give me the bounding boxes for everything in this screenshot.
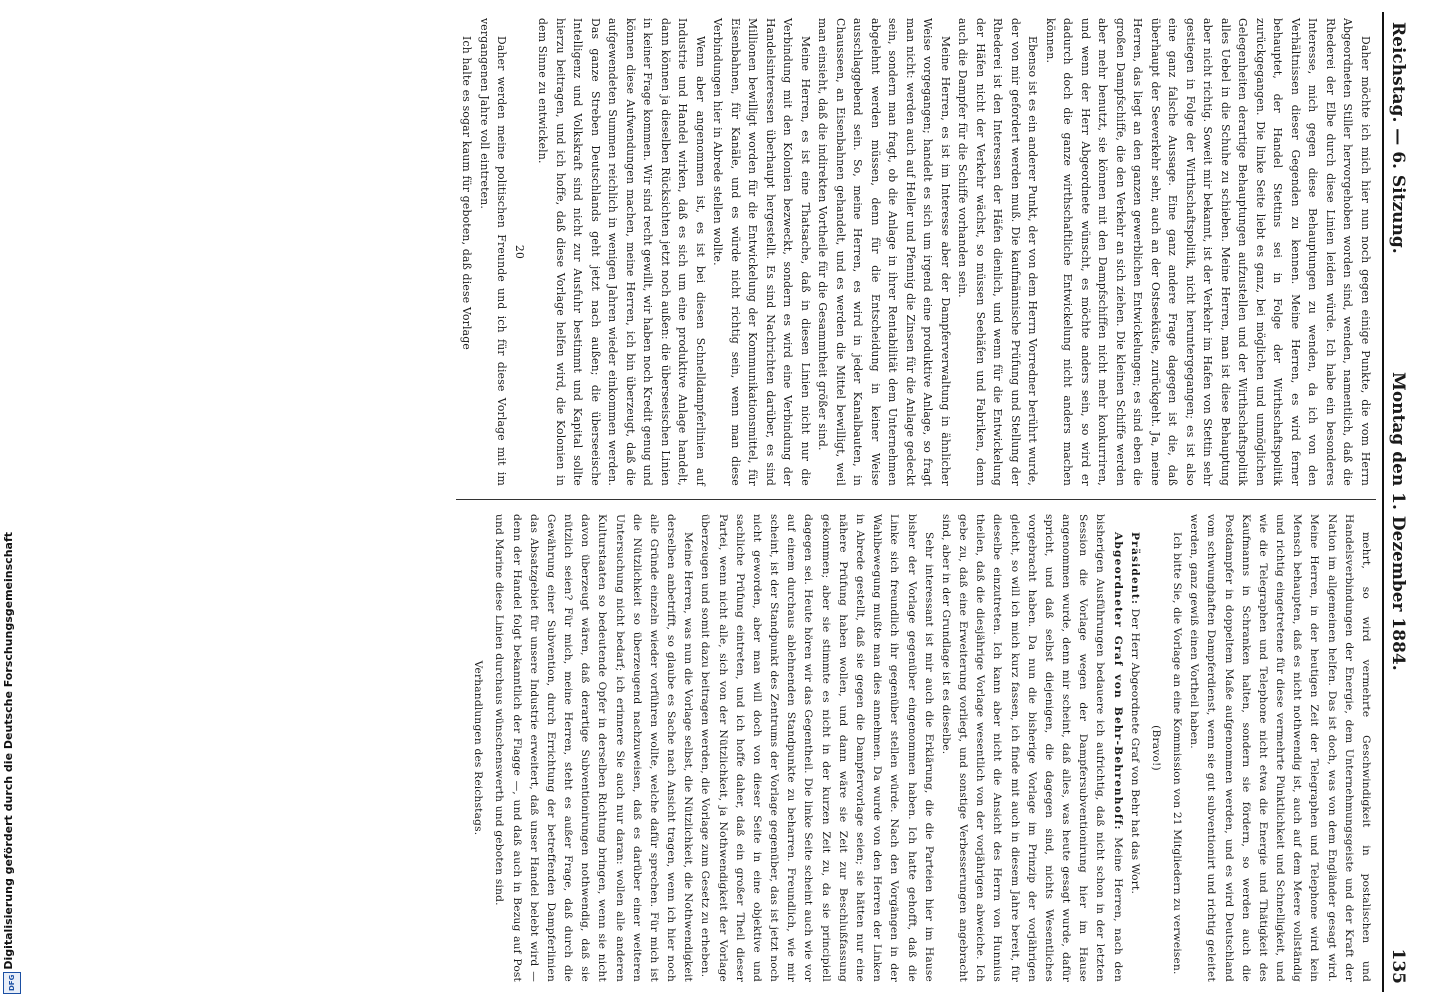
right-column: [465, 514, 1374, 982]
dfg-logo-icon: DFG: [3, 972, 21, 994]
header-date: Montag den 1. Dezember 1884.: [1388, 372, 1408, 671]
president-paragraph: [1126, 514, 1143, 982]
signature-marker: 20: [513, 244, 526, 260]
paragraph: mehrt, so wird vermehrte Geschwindigkeit in postalischen und Handelsverbindungen der Energie, dem Unternehmungsgeiste und der Kraft der Nation im allgemeinen helfen. Das ist doch, was von dem Engländer gesagt wird. Meine Herren, in der heutigen Zeit der Telegraphen und Telephone wird kein Mensch behaupten, daß es nicht nothwendig ist, auch auf dem Meere vollständig und richtig eingetretene für diese vermehrte Pünktlichkeit und Schnelligkeit, und wie die Telegraphen und Telephone nicht etwa die Energie und Thätigkeit des Kaufmanns in Schranken halten, sondern sie fördern, so werden auch die Postdampfer in doppeltem Maße aufgenommen werden, und es wird Deutschland vom schwunghaften Dampferdienst, wenn sie gut subventionirt und richtig geleitet werden, ganz gewiß einen Vortheil haben.: [1188, 514, 1372, 982]
speaker-label: Abgeordneter Graf von Behr-Behrenhoff:: [1111, 532, 1124, 831]
paragraph: Daher werden meine politischen Freunde und ich für diese Vorlage mit im vergangenen Jahre voll eintreten.: [478, 18, 509, 486]
paragraph: Ebenso ist es ein anderer Punkt, der von dem Herrn Vorredner berührt wurde, der von mir gefordert werden muß. Die kaufmännische Prüfung und Stellung der Rhederei ist den Interessen der Häfen dienlich, und wenn für die Entwickelung der Häfen nicht der Verkehr wächst, so müssen Seehäfen und Fabriken, denn auch die Dampfer für die Schiffe vorhanden sein.: [956, 18, 1040, 486]
speaker-text: Meine Herren, nach den bisherigen Ausführungen bedauere ich aufrichtig, daß nicht schon in der letzten Session die Vorlage wegen der Dampfersubventionirung hier im Hause angenommen wurde, denn mir scheint, daß alles, was heute gesagt wurde, dafür spricht, und daß selbst diejenigen, die dagegen sind, nichts Wesentliches vorgebracht haben. Da nun die bisherige Vorlage im Prinzip der vorjährigen gleicht, so will ich mich kurz fassen, ich finde mit auch in diesem Jahre bereit, für dieselbe einzutreten. Ich kann aber nicht die Ansicht des Herrn von Hunnius theilen, daß die diesjährige Vorlage wesentlich von der vorjährigen abweiche. Ich gebe zu, daß eine Erweiterung vorliegt, und sonstige Verbesserungen angebracht sind, aber in der Grundlage ist es dieselbe.: [939, 514, 1124, 982]
paragraph: Meine Herren, es ist im Interesse aber der Dampferverwaltung in ähnlicher Weise vorgegangen; handelt es sich um irgend eine produktive Anlage, so fragt man nicht: werden auch auf Heller und Pfennig die Zinsen für die Anlage gedeckt sein, sondern man fragt, ob die Anlage in ihrer Rentabilität dem Unternehmen abgelehnt werden müssen, denn für die Entscheidung in keiner Weise ausschlaggebend sein. So, meine Herren, es wird in jeder Kanalbauten, in Chausseen, an Eisenbahnen gehandelt, und es werden die Mittel bewilligt, weil man einsieht, daß die indirekten Vortheile für die Gesammtheit größer sind.: [816, 18, 952, 486]
president-label: Präsident:: [1128, 532, 1141, 606]
page-header: [1382, 12, 1412, 992]
paragraph: Meine Herren, es ist eine Thatsache, daß in diesen Linien nicht nur die Verbindung mit den Kolonien bezweckt, sondern es wird eine Verbindung der Handelsinteressen überhaupt hergestellt. Es sind Nachrichten darüber, es sind Millionen bewilligt worden für die Entwickelung der Kommunikationsmittel, für Eisenbahnen, für Kanäle, und es würde nicht richtig sein, wenn man diese Verbindungen hier in Abrede stellen wollte.: [711, 18, 812, 486]
speaker-paragraph: [937, 514, 1126, 982]
left-column: [458, 18, 1374, 486]
paragraph: Daher möchte ich mich hier nun noch gegen einige Punkte, die vom Herrn Abgeordneten Stiller hervorgehoben worden sind, wenden, namentlich, daß die Rhederei der Elbe durch diese Linien leiden würde. Ich habe ein besonderes Interesse, mich gegen diese Behauptungen zu wenden, da ich von den Verhältnissen dieser Gegenden zu kennen. Meine Herren, es wird ferner behauptet, der Handel Stettins sei in Folge der Wirthschaftspolitik zurückgegangen. Die linke Seite liebt es ganz, bei möglichen und unmöglichen Gelegenheiten derartige Behauptungen aufzustellen und der Wirthschaftspolitik alles Uebel in die Schuhe zu schieben. Meine Herren, man ist diese Behauptung aber nicht richtig. Soweit mir bekannt, ist der Verkehr im Hafen von Stettin sehr gestiegen in Folge der Wirthschaftspolitik, nicht heruntergegangen; es ist also eine ganz falsche Aussage. Eine ganz andere Frage dagegen ist die, daß überhaupt der Seeverkehr sehr, auch an der Ostseeküste, zurückgeht. Ja, meine Herren, das liegt an den ganzen gewerblichen Entwickelungen; es sind eben die großen Dampfschiffe, die den Verkehr an sich ziehen. Die kleinen Schiffe werden aber mehr benutzt, sie können mit den Dampfschiffen nicht mehr konkurriren, und wenn der Herr Abgeordnete wünscht, es möchte anders sein, so wird er dadurch doch die ganze wirthschaftliche Entwickelung nicht anders machen können.: [1044, 18, 1372, 486]
header-page-number: 135: [1388, 948, 1408, 984]
paragraph: Meine Herren, was nun die Vorlage selbst, die Nützlichkeit, die Nothwendigkeit derselben anbetrifft, so glaube es Sache nach Ansicht tragen, wenn ich hier noch alle Gründe einzeln wieder vorführen wollte, welche dafür sprechen. Für mich ist die Nützlichkeit so überzeugend nachzuweisen, daß es darüber einer weiteren Untersuchung nicht bedarf; ich erinnere Sie auch nur daran: wollen alle anderen Kulturstaaten so bedeutende Opfer in derselben Richtung bringen, wenn sie nicht davon überzeugt wären, daß derartige Subventionirungen nothwendig, daß sie nützlich seien? Für mich, meine Herren, steht es außer Frage, daß durch die Gewährung einer Subvention, durch Errichtung der betreffenden Dampferlinien das Absatzgebiet für unsere Industrie erweitert, daß unser Handel belebt wird — denn der Handel folgt bekanntlich der Flagge —, und daß auch in Bezug auf Post und Marine diese Linien durchaus wünschenswerth und geboten sind.: [493, 514, 695, 982]
digitization-sidebar: [0, 0, 22, 1000]
rotated-document-page: [112, 12, 1412, 992]
paragraph: Ich bitte Sie, die Vorlage an eine Kommission von 21 Mitgliedern zu verweisen.: [1171, 532, 1184, 975]
digitization-credit: Digitalisierung gefördert durch die Deutsche Forschungsgemeinschaft: [2, 532, 15, 970]
applause-note: (Bravo!): [1149, 725, 1162, 771]
paragraph: Wenn aber angenommen ist, es ist bei diesen Schnelldampferlinien auf Industrie und Handel wirken, daß es sich um eine produktive Anlage handelt, dann können ja dieselben Rücksichten jetzt noch außen: die überseeischen Linien in keiner Frage kommen. Wir sind recht gewillt, wir haben noch Kredit genug und können diese Aufwendungen machen, meine Herren, ich bin überzeugt, daß die aufgewendeten Summen reichlich in wenigen Jahren wieder einkommen werden. Das ganze Streben Deutschlands geht jetzt nach außen; die überseeische Intelligenz und Volkskraft sind nicht zur Ausfuhr bestimmt und Kapital sollte hierzu beitragen, und ich hoffe, daß diese Vorlage helfen wird, die Kolonien in dem Sinne zu entwickeln.: [536, 18, 707, 486]
column-divider: [456, 499, 1376, 500]
header-session: Reichstag. — 6. Sitzung.: [1388, 22, 1408, 254]
paragraph: Ich halte es sogar kaum für geboten, daß diese Vorlage: [460, 36, 474, 351]
paragraph: Sehr interessant ist mir auch die Erklärung, die die Parteien hier im Hause bisher der Vorlage gegenüber eingenommen haben. Ich hatte gehofft, daß die Linke sich freundlich ihr gegenüber stellen würde. Nach den Vorgängen in der Wahlbewegung mußte man dies annehmen. Da wurde von den Herren der Linken in Abrede gestellt, daß sie gegen die Dampfervorlage seien; sie hätten nur eine nähere Prüfung haben wollen, und dann wäre sie Zeit zur Beschlußfassung gekommen; aber sie stimmte es nicht in der kurzen Zeit zu, da sie principiell dagegen sei. Heute hören wir das Gegentheil. Die linke Seite scheint auch wie vor auf einem durchaus ablehnenden Standpunkte zu beharren. Freundlich, wie mir scheint, ist der Standpunkt des Zentrums der Vorlage gegenüber, das ist jetzt noch nicht geworden, aber man will doch von dieser Seite in eine objektive und sachliche Prüfung eintreten, und ich hoffe daher, daß ein großer Theil dieser Partei, wenn nicht alle, sich von der Nützlichkeit, ja Nothwendigkeit der Vorlage überzeugen und somit dazu beitragen werden, die Vorlage zum Gesetz zu erheben.: [699, 514, 935, 982]
president-text: Der Herr Abgeordnete Graf von Behr hat das Wort.: [1128, 608, 1141, 895]
page-footer: Verhandlungen des Reichstags.: [472, 660, 485, 836]
